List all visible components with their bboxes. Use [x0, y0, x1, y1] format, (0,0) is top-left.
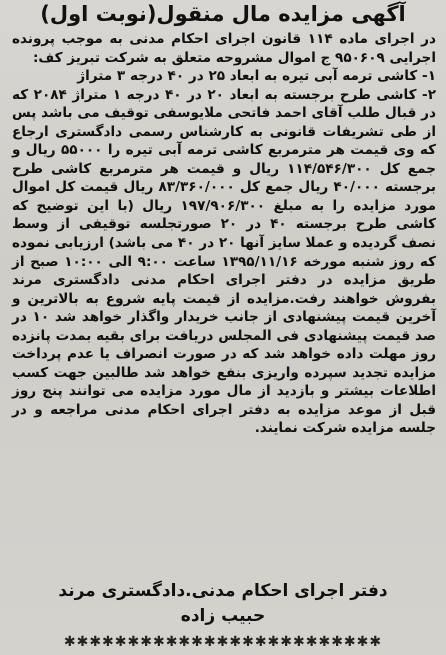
notice-item-2: ۲- کاشی طرح برجسته به ابعاد ۲۰ در ۴۰ درجه ۱ متراژ ۲۰۸۴ که در قبال طلب آقای احمد فاتحی ملایوسفی توقیف می باشد پس از طی تشریفات قانونی به کارشناس رسمی دادگستری ارجاع که وی قیمت هر مترمربع کاشی ترمه آبی تیره را ۵۵۰۰۰ ریال و جمع کل ۱۱۴/۵۴۶/۳۰۰ ریال و قیمت هر مترمربع کاشی طرح برجسته ۴۰/۰۰۰ ریال جمع کل ۸۳/۳۶۰/۰۰۰ ریال قیمت کل اموال مورد مزایده را به مبلغ ۱۹۷/۹۰۶/۳۰۰ ریال (با این توضیح که کاشی طرح برجسته ۴۰ در ۲۰ صورتجلسه توقیفی از وسط نصف گردیده و عملا سایز آنها ۲۰ در ۴۰ می باشد) ارزیابی نموده که روز شنبه مورخه ۱۳۹۵/۱۱/۱۶ ساعت ۹:۰۰ الی ۱۰:۰۰ صبح از طریق مزایده در دفتر اجرای احکام مدنی دادگستری مرند بفروش خواهند رفت.مزایده از قیمت پایه شروع به بالاترین و آخرین قیمت پیشنهادی از جانب خریدار واگذار خواهد شد ۱۰ در صد قیمت پیشنهادی فی المجلس دریافت برای بقیه بمدت پانزده روز مهلت داده خواهد شد که در صورت انصراف یا عدم پرداخت مزایده تجدید سپرده واریزی بنفع خواهد شد طالبین جهت کسب اطلاعات بیشتر و بازدید از مال مورد مزایده می توانند پنج روز قبل از موعد مزایده به دفتر اجرای احکام مدنی مراجعه و در جلسه مزایده شرکت نمایند. [12, 86, 437, 437]
footer-star-border: ✱✱✱✱✱✱✱✱✱✱✱✱✱✱✱✱✱✱✱✱✱✱✱✱✱ [63, 634, 383, 650]
notice-item-1: ۱- کاشی ترمه آبی تیره به ابعاد ۲۵ در ۴۰ درجه ۳ متراژ [77, 68, 436, 85]
notice-body [12, 30, 436, 438]
notice-intro: در اجرای ماده ۱۱۴ قانون اجرای احکام مدنی به موجب پرونده اجرایی ۹۵۰۶۰۹ ج اموال مشروحه متعلق به شرکت تبریز کف: [12, 31, 436, 66]
signature-name: حبیب زاده [180, 606, 266, 626]
notice-title: آگهی مزایده مال منقول(نوبت اول) [40, 2, 406, 26]
signature-office: دفتر اجرای احکام مدنی.دادگستری مرند [58, 581, 388, 601]
